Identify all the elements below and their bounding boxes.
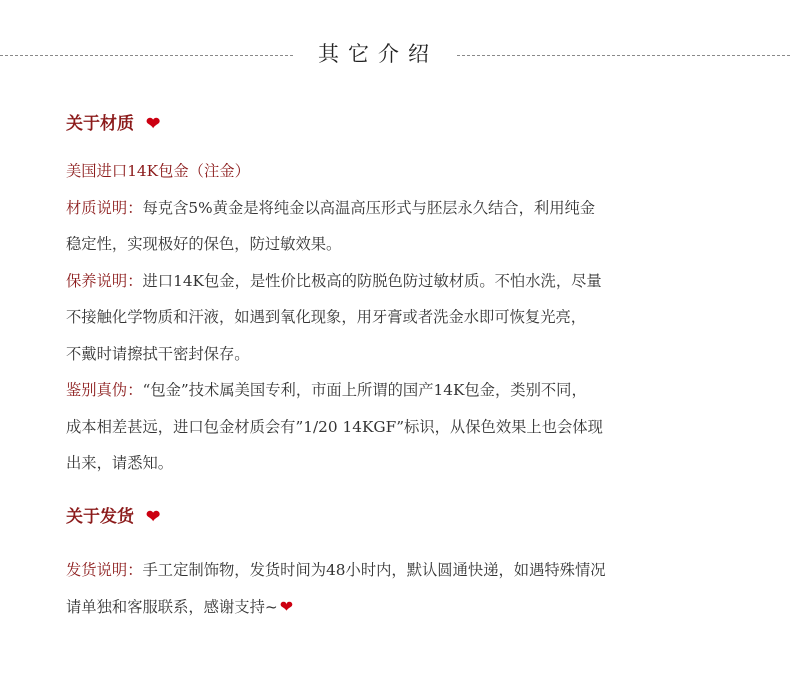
material-section-title-text: 关于材质 — [66, 114, 134, 134]
material-desc-line-2: 稳定性，实现极好的保色，防过敏效果。 — [66, 235, 342, 253]
material-section-title — [66, 112, 160, 136]
dashed-divider-right — [457, 55, 790, 56]
heart-icon: ❤ — [279, 596, 294, 616]
heart-icon: ❤ — [146, 114, 161, 134]
material-desc-line — [66, 190, 736, 227]
material-desc-label: 材质说明： — [66, 198, 143, 217]
auth-label: 鉴别真伪： — [66, 381, 143, 399]
care-line-2: 不接触化学物质和汗液，如遇到氧化现象，用牙膏或者洗金水即可恢复光亮， — [66, 308, 587, 326]
ship-line — [66, 552, 736, 589]
ship-text: 手工定制饰物，发货时间为48小时内，默认圆通快递，如遇特殊情况 — [142, 561, 606, 579]
ship-text-2: 请单独和客服联系，感谢支持~ — [66, 597, 278, 616]
page-title: 其它介绍 — [318, 42, 438, 66]
shipping-section-title — [66, 505, 160, 529]
care-text: 进口14K包金，是性价比极高的防脱色防过敏材质。不怕水洗，尽量 — [142, 271, 602, 290]
dashed-divider-left — [0, 55, 293, 56]
care-label: 保养说明： — [66, 271, 143, 290]
auth-text: “包金”技术属美国专利，市面上所谓的国产14K包金，类别不同， — [142, 381, 587, 399]
section-header — [0, 34, 790, 74]
auth-line-3: 出来，请悉知。 — [66, 454, 174, 472]
auth-line-2: 成本相差甚远，进口包金材质会有”1/20 14KGF”标识，从保色效果上也会体现 — [66, 417, 603, 436]
material-details — [66, 153, 736, 482]
shipping-section-title-text: 关于发货 — [66, 507, 134, 527]
material-desc-text: 每克含5%黄金是将纯金以高温高压形式与胚层永久结合，利用纯金 — [142, 198, 596, 217]
care-line — [66, 263, 736, 300]
care-line-3: 不戴时请擦拭干密封保存。 — [66, 344, 250, 363]
heart-icon: ❤ — [146, 507, 161, 527]
ship-line-2 — [66, 589, 736, 626]
material-subtitle: 美国进口14K包金（注金） — [66, 162, 250, 180]
auth-line — [66, 372, 736, 409]
ship-label: 发货说明： — [66, 561, 143, 579]
shipping-details — [66, 552, 736, 625]
